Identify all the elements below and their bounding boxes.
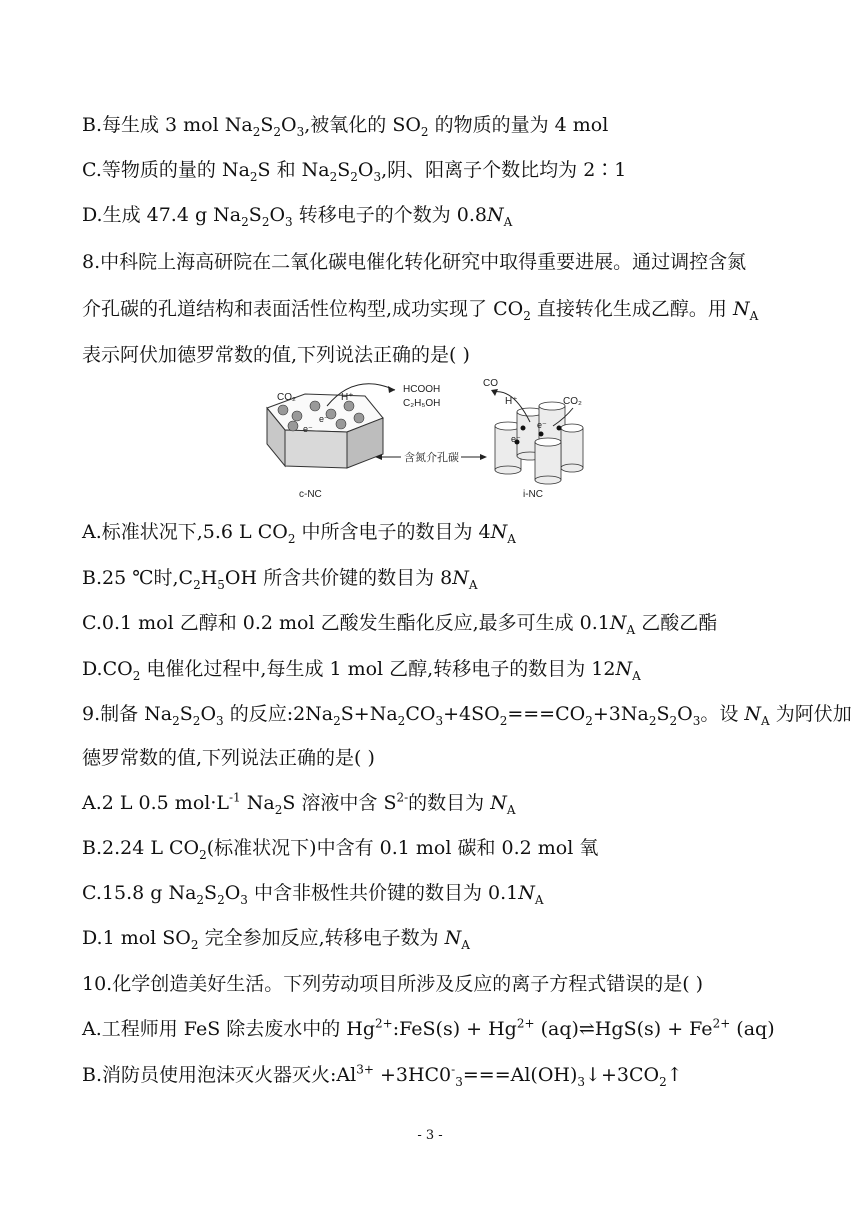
option-7b: B.每生成 3 mol $Na_2S_2O_3$,被氧化的 $SO_2$ 的物质的量为 4 mol: [82, 114, 609, 139]
option-8b: B.25 ℃时$,C_2H_5OH$ 所含共价键的数目为 $8N_A$: [82, 567, 478, 592]
electron-label: e⁻: [303, 424, 313, 434]
question-9-line1: 9.制备 $Na_2S_2O_3$ 的反应$:2Na_2S+Na_2CO_3+4SO_2===CO_2+3Na_2S_2O_3$。设 $N_A$ 为阿伏加: [82, 703, 852, 728]
question-8-line2: 介孔碳的孔道结构和表面活性位构型,成功实现了 $CO_2$ 直接转化生成乙醇。用 $N_A$: [82, 298, 759, 323]
co2-electrocatalysis-figure: [255, 370, 595, 502]
option-9c: C.15.8 g $Na_2S_2O_3$ 中含非极性共价键的数目为 $0.1N_A$: [82, 882, 544, 907]
electron-label: e⁻: [319, 414, 329, 424]
center-label: 含氮介孔碳: [404, 452, 459, 464]
h-left-label: H⁺: [341, 392, 354, 403]
option-9d: D.1 mol $SO_2$ 完全参加反应,转移电子数为 $N_A$: [82, 927, 470, 952]
option-8c: C.0.1 mol 乙醇和 0.2 mol 乙酸发生酯化反应,最多可生成 $0.1N_A$ 乙酸乙酯: [82, 612, 718, 637]
c2h5oh-label: C₂H₅OH: [403, 398, 441, 409]
option-7c: C.等物质的量的 $Na_2S$ 和 $Na_2S_2O_3$,阴、阳离子个数比均为 2∶1: [82, 159, 627, 184]
option-9a: A.2 L 0.5 $mol\cdot L^{-1}$ $Na_2S$ 溶液中含 $S^{2-}$的数目为 $N_A$: [82, 790, 516, 817]
c-nc-hexagon: [267, 394, 383, 468]
i-nc-cylinders: [495, 402, 583, 484]
option-8d: $D.CO_2$ 电催化过程中,每生成 1 mol 乙醇,转移电子的数目为 $12N_A$: [82, 658, 641, 683]
page-number: - 3 -: [417, 1128, 443, 1143]
h-right-label: H⁺: [505, 396, 518, 407]
question-10: 10.化学创造美好生活。下列劳动项目所涉及反应的离子方程式错误的是( ): [82, 973, 704, 995]
question-8-line1: 8.中科院上海高研院在二氧化碳电催化转化研究中取得重要进展。通过调控含氮: [82, 251, 747, 273]
left-arrow-head: [388, 386, 395, 393]
option-10a: A.工程师用 FeS 除去废水中的 $Hg^{2+}:FeS(s) + Hg^{2+}$ (aq)⇌HgS(s) + $Fe^{2+}$ (aq): [82, 1016, 775, 1040]
co2-left-label: CO₂: [277, 392, 296, 403]
option-10b: B.消防员使用泡沫灭火器灭火$:Al^{3+}$ $+3HC0^-_3===Al(OH)_3↓+3CO_2↑$: [82, 1062, 683, 1089]
option-9b: B.2.24 L $CO_2$(标准状况下)中含有 0.1 mol 碳和 0.2 mol 氧: [82, 837, 599, 862]
option-8a: A.标准状况下,5.6 L $CO_2$ 中所含电子的数目为 $4N_A$: [82, 521, 516, 546]
question-9-line2: 德罗常数的值,下列说法正确的是( ): [82, 747, 375, 769]
question-8-line3: 表示阿伏加德罗常数的值,下列说法正确的是( ): [82, 344, 470, 366]
i-nc-label: i-NC: [523, 489, 543, 500]
electron-label: e⁻: [537, 420, 547, 430]
c-nc-label: c-NC: [299, 489, 322, 500]
hcooh-label: HCOOH: [403, 384, 441, 395]
option-7d: D.生成 47.4 g $Na_2S_2O_3$ 转移电子的个数为 $0.8N_A$: [82, 204, 513, 229]
co2-right-label: CO₂: [563, 396, 582, 407]
co-label: CO: [483, 378, 498, 389]
electron-label: e⁻: [511, 434, 521, 444]
